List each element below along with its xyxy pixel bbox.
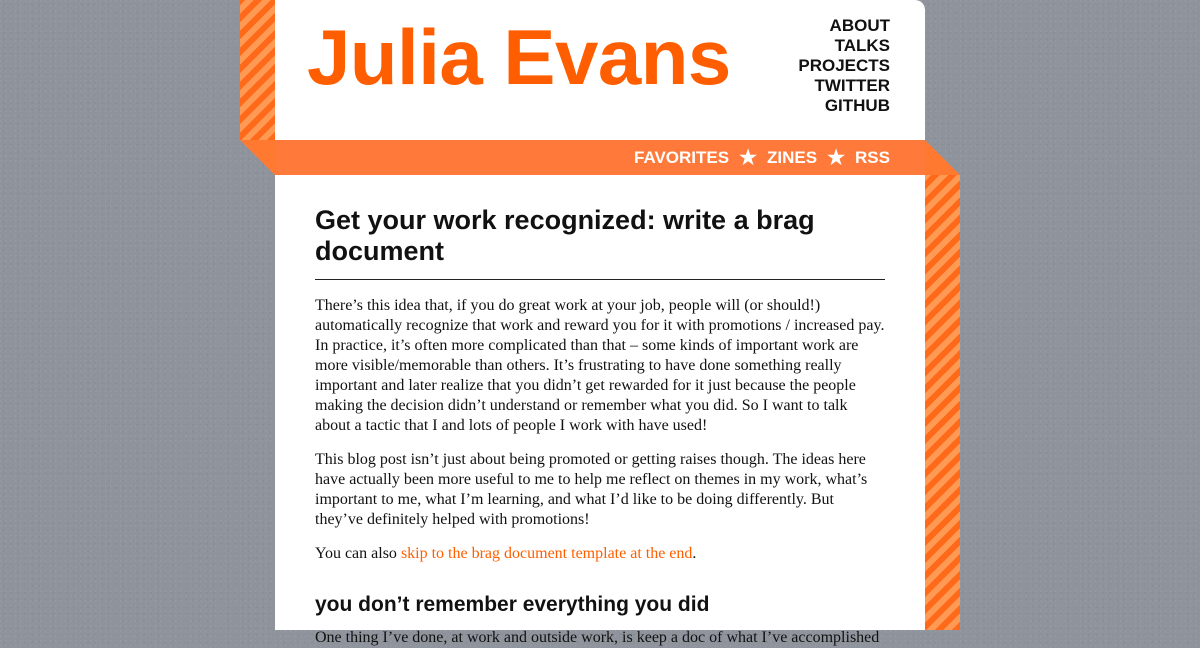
also-prefix: You can also: [315, 545, 401, 562]
main-nav: [798, 16, 890, 116]
nav-github[interactable]: GITHUB: [824, 96, 890, 115]
ribbon-links: [634, 140, 890, 175]
nav-about[interactable]: ABOUT: [829, 16, 890, 35]
post-content: [275, 175, 925, 646]
post-title: Get your work recognized: write a brag document: [315, 205, 885, 280]
site-title-link[interactable]: Julia Evans: [307, 13, 731, 101]
left-stripe-decoration: [240, 0, 275, 140]
post-body: [315, 205, 885, 648]
ribbon-link-rss[interactable]: RSS: [855, 147, 890, 167]
right-stripe-decoration: [925, 175, 960, 630]
post-paragraph-3: [315, 544, 885, 564]
star-icon: ★: [827, 147, 846, 169]
post-paragraph-1: There’s this idea that, if you do great work at your job, people will (or should!) automatically recognize that work and reward you for it with promotions / increased pay. In practice, it’s often more complicated than that – some kinds of important work are more visible/memorable than others. It’s frustrating to have done something really important and later realize that you didn’t get rewarded for it just because the people making the decision didn’t understand or remember what you did. So I want to talk about a tactic that I and lots of people I work with have used!: [315, 297, 885, 434]
post-paragraph-2: This blog post isn’t just about being promoted or getting raises though. The ideas here have actually been more useful to me to help me reflect on themes in my work, what’s important to me, what I’m learning, and what I’d like to be doing differently. But they’ve definitely helped with promotions!: [315, 451, 868, 528]
nav-twitter[interactable]: TWITTER: [814, 76, 890, 95]
also-suffix: .: [692, 545, 697, 562]
site-header: [275, 0, 925, 140]
left-fold-decoration: [240, 140, 275, 175]
right-fold-decoration: [925, 140, 960, 175]
ribbon-link-zines[interactable]: ZINES: [767, 147, 818, 167]
ribbon-link-favorites[interactable]: FAVORITES: [634, 147, 730, 167]
section-heading: you don’t remember everything you did: [315, 593, 710, 616]
post-paragraph-cut: One thing I’ve done, at work and outside work, is keep a doc of what I’ve accomplished: [315, 629, 880, 646]
star-icon: ★: [739, 147, 758, 169]
skip-to-template-link[interactable]: skip to the brag document template at the end: [400, 545, 693, 562]
nav-projects[interactable]: PROJECTS: [798, 56, 890, 75]
ribbon-bar: [275, 140, 925, 175]
nav-talks[interactable]: TALKS: [834, 36, 890, 55]
